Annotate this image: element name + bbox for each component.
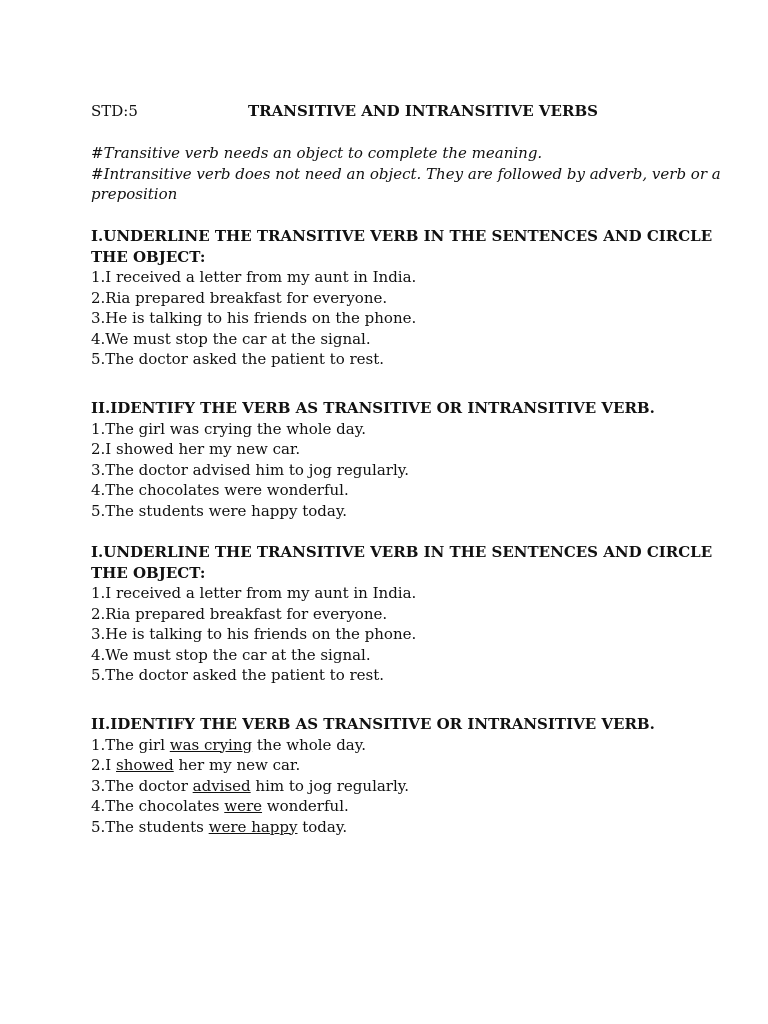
- underlined-verb: advised: [192, 776, 251, 795]
- sentence-item: 2.I showed her my new car.: [91, 440, 301, 458]
- sentence-item: 2.Ria prepared breakfast for everyone.: [91, 288, 388, 307]
- sentence-item: [91, 735, 738, 756]
- sentence-end: him to jog regularly.: [250, 776, 410, 795]
- sentence-item: 3.He is talking to his friends on the phone.: [91, 309, 417, 327]
- exercise-identify-answered: [91, 714, 738, 837]
- underlined-verb: were happy: [208, 817, 298, 836]
- sentence-item: 1.I received a letter from my aunt in India.: [91, 584, 417, 602]
- sentence-end: the whole day.: [252, 735, 366, 754]
- sentence-item: 1.I received a letter from my aunt in India.: [91, 268, 417, 286]
- exercise-identify-1: [91, 398, 738, 521]
- section-heading: I.UNDERLINE THE TRANSITIVE VERB IN THE SENTENCES AND CIRCLE THE OBJECT:: [91, 543, 713, 582]
- sentence-item: [91, 776, 738, 797]
- definition-notes: [91, 143, 728, 205]
- sentence-item: [91, 796, 738, 817]
- sentence-item: 5.The students were happy today.: [91, 501, 348, 520]
- section-heading: II.IDENTIFY THE VERB AS TRANSITIVE OR INTRANSITIVE VERB.: [91, 399, 655, 417]
- sentence-item: 4.The chocolates were wonderful.: [91, 481, 349, 499]
- sentence-item: [91, 755, 738, 776]
- sentence-item: 3.The doctor advised him to jog regularly.: [91, 460, 410, 479]
- sentence-item: 4.We must stop the car at the signal.: [91, 329, 371, 348]
- sentence-end: her my new car.: [173, 756, 301, 774]
- header: [91, 102, 728, 124]
- underlined-verb: were: [224, 797, 263, 815]
- intransitive-definition: #Intransitive verb does not need an object. They are followed by adverb, verb or a preposition: [91, 164, 721, 203]
- page-title: TRANSITIVE AND INTRANSITIVE VERBS: [248, 102, 598, 120]
- sentence-item: [91, 817, 738, 838]
- sentence-end: today.: [297, 817, 348, 836]
- sentence-end: wonderful.: [262, 797, 349, 815]
- sentence-item: 2.Ria prepared breakfast for everyone.: [91, 604, 388, 623]
- sentence-start: 1.The girl: [91, 735, 170, 754]
- exercise-underline-1: [91, 226, 738, 370]
- sentence-start: 5.The students: [91, 817, 209, 836]
- sentence-start: 4.The chocolates: [91, 797, 225, 815]
- transitive-definition: #Transitive verb needs an object to complete the meaning.: [91, 144, 543, 162]
- underlined-verb: was crying: [169, 735, 253, 754]
- sentence-item: 1.The girl was crying the whole day.: [91, 419, 366, 438]
- sentence-item: 3.He is talking to his friends on the phone.: [91, 625, 417, 643]
- sentence-item: 5.The doctor asked the patient to rest.: [91, 666, 385, 684]
- sentence-item: 4.We must stop the car at the signal.: [91, 645, 371, 664]
- sentence-item: 5.The doctor asked the patient to rest.: [91, 350, 385, 368]
- sentence-start: 3.The doctor: [91, 776, 193, 795]
- standard-label: STD:5: [91, 102, 138, 120]
- section-heading: II.IDENTIFY THE VERB AS TRANSITIVE OR INTRANSITIVE VERB.: [91, 715, 655, 733]
- section-heading: I.UNDERLINE THE TRANSITIVE VERB IN THE SENTENCES AND CIRCLE THE OBJECT:: [91, 227, 713, 266]
- sentence-start: 2.I: [91, 756, 117, 774]
- exercise-underline-2: [91, 542, 738, 686]
- underlined-verb: showed: [116, 756, 174, 774]
